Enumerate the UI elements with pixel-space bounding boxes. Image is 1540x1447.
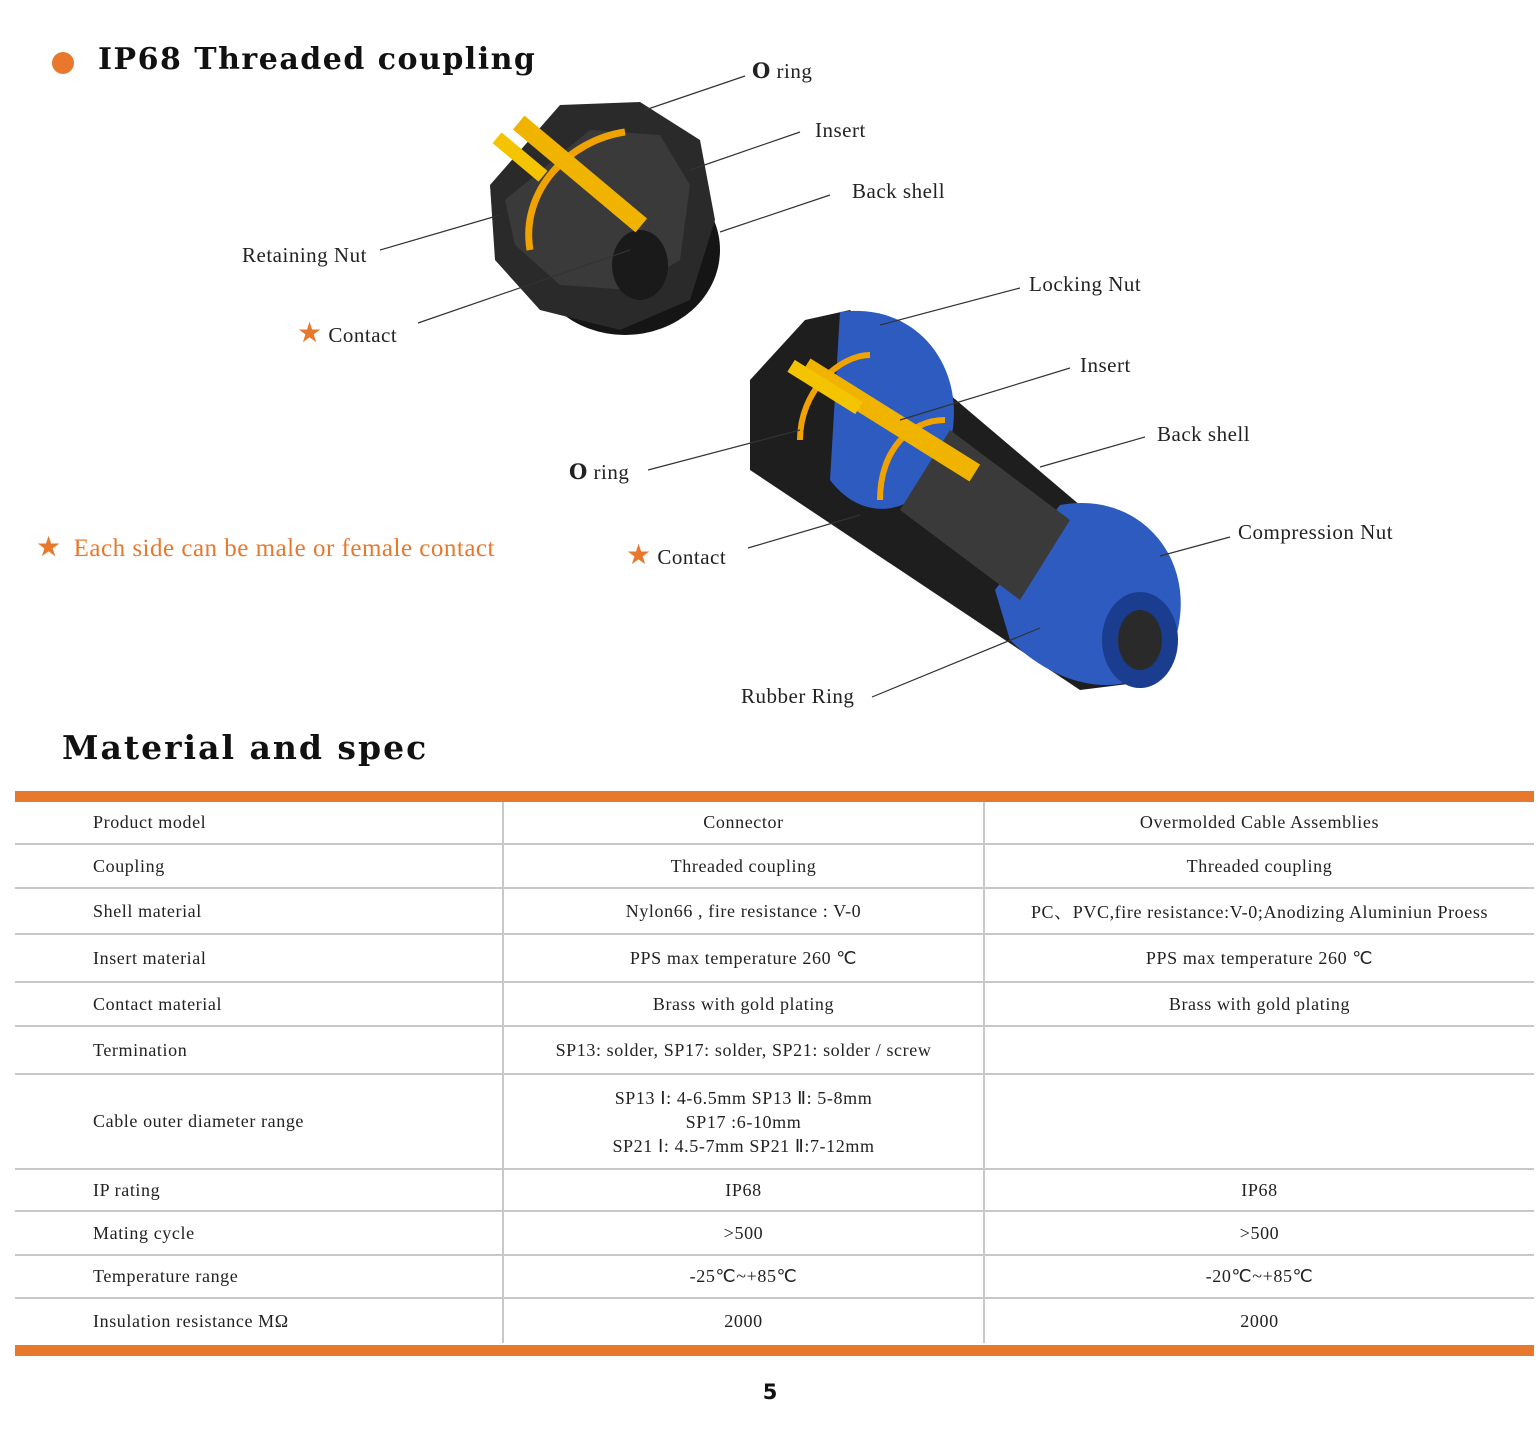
- row-label: Coupling: [15, 844, 503, 888]
- overmolded-value: [984, 1026, 1534, 1074]
- label-retaining-nut: Retaining Nut: [242, 243, 367, 267]
- overmolded-value: IP68: [984, 1169, 1534, 1211]
- row-label: Insulation resistance MΩ: [93, 1310, 289, 1331]
- connector-value: IP68: [503, 1169, 984, 1211]
- table-row: [15, 1211, 1534, 1255]
- row-label: Mating cycle: [15, 1211, 503, 1255]
- row-label: Shell material: [15, 888, 503, 934]
- row-label: Insert material: [15, 934, 503, 982]
- table-row: [15, 1169, 1534, 1211]
- label-o-ring-bottom: O ring: [569, 459, 630, 484]
- overmolded-value: >500: [984, 1211, 1534, 1255]
- connector-value: 2000: [503, 1298, 984, 1343]
- row-label: Contact material: [15, 982, 503, 1026]
- overmolded-value: Threaded coupling: [984, 844, 1534, 888]
- connector-value: -25℃~+85℃: [503, 1255, 984, 1298]
- table-row: [15, 1026, 1534, 1074]
- table-row: [15, 844, 1534, 888]
- connector-value: Threaded coupling: [503, 844, 984, 888]
- table-top-rule: [15, 791, 1534, 802]
- label-back-shell-top: Back shell: [852, 179, 946, 203]
- label-contact-bottom: ★ Contact: [626, 540, 727, 571]
- row-label: Temperature range: [15, 1255, 503, 1298]
- page-title: IP68 Threaded coupling: [98, 42, 537, 77]
- table-row: [15, 982, 1534, 1026]
- connector-value: SP13 Ⅰ: 4-6.5mm SP13 Ⅱ: 5-8mm SP17 :6-10mm SP21 Ⅰ: 4.5-7mm SP21 Ⅱ:7-12mm: [503, 1074, 984, 1169]
- connector-exploded-diagram: [0, 0, 1540, 720]
- label-contact-top: ★ Contact: [297, 318, 398, 349]
- connector-value: SP13: solder, SP17: solder, SP21: solder / screw: [503, 1026, 984, 1074]
- label-o-ring-top: O ring: [752, 58, 813, 83]
- page-number: 5: [762, 1380, 778, 1404]
- star-icon: ★: [36, 532, 62, 563]
- table-bottom-rule: [15, 1345, 1534, 1356]
- row-label: IP rating: [15, 1169, 503, 1211]
- overmolded-value: PPS max temperature 260 ℃: [984, 934, 1534, 982]
- overmolded-value: -20℃~+85℃: [984, 1255, 1534, 1298]
- label-locking-nut: Locking Nut: [1029, 272, 1142, 296]
- label-insert-bottom: Insert: [1080, 353, 1131, 377]
- overmolded-value: PC、PVC,fire resistance:V-0;Anodizing Aluminiun Proess: [984, 888, 1534, 934]
- table-row: [15, 1074, 1534, 1169]
- label-compression-nut: Compression Nut: [1238, 520, 1394, 544]
- row-label: Cable outer diameter range: [15, 1074, 503, 1169]
- label-back-shell-bottom: Back shell: [1157, 422, 1251, 446]
- table-row: [15, 1255, 1534, 1298]
- row-label: Termination: [15, 1026, 503, 1074]
- connector-value: Connector: [503, 802, 984, 844]
- star-icon: ★: [297, 318, 323, 349]
- top-connector-illustration: [490, 102, 720, 335]
- star-icon: ★: [626, 540, 652, 571]
- male-female-note: ★ Each side can be male or female contact: [36, 532, 495, 563]
- overmolded-value: Overmolded Cable Assemblies: [984, 802, 1534, 844]
- overmolded-value: 2000: [984, 1298, 1534, 1343]
- spec-table: [15, 802, 1534, 1343]
- connector-value: Nylon66 , fire resistance : V-0: [503, 888, 984, 934]
- table-row: [15, 802, 1534, 844]
- row-label: Product model: [15, 802, 503, 844]
- connector-value: Brass with gold plating: [503, 982, 984, 1026]
- connector-value: >500: [503, 1211, 984, 1255]
- connector-value: PPS max temperature 260 ℃: [503, 934, 984, 982]
- overmolded-value: Brass with gold plating: [984, 982, 1534, 1026]
- table-row: [15, 1298, 1534, 1343]
- table-row: [15, 888, 1534, 934]
- label-rubber-ring: Rubber Ring: [741, 684, 855, 708]
- overmolded-value: [984, 1074, 1534, 1169]
- section-title: Material and spec: [62, 728, 429, 767]
- label-insert-top: Insert: [815, 118, 866, 142]
- table-row: [15, 934, 1534, 982]
